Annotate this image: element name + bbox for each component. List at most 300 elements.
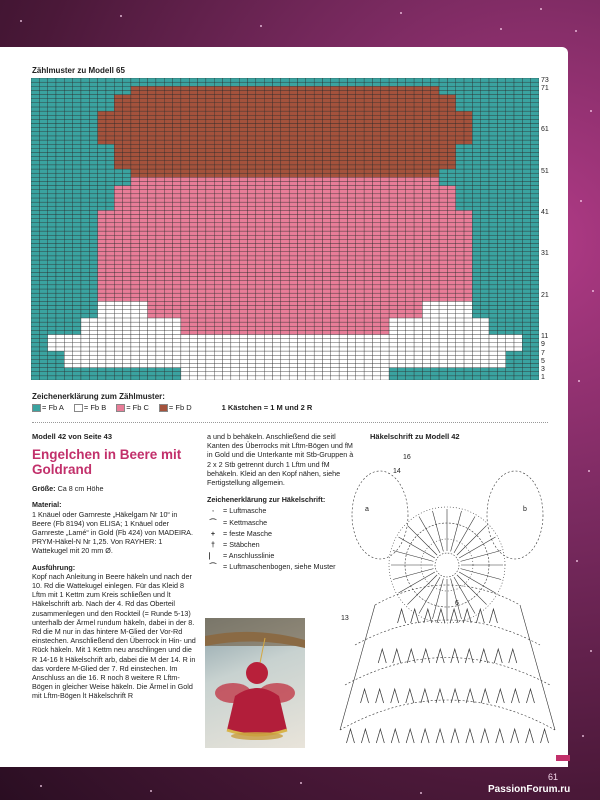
chart-cell	[506, 136, 514, 140]
chart-cell	[64, 272, 72, 276]
chart-cell	[381, 82, 389, 86]
chart-cell	[331, 186, 339, 190]
chart-cell	[281, 198, 289, 202]
chart-cell	[39, 198, 47, 202]
chart-cell	[314, 376, 322, 380]
chart-cell	[31, 148, 39, 152]
chart-cell	[531, 248, 539, 252]
chart-cell	[306, 314, 314, 318]
chart-cell	[256, 243, 264, 247]
chart-cell	[406, 144, 414, 148]
chart-cell	[198, 194, 206, 198]
chart-cell	[347, 376, 355, 380]
chart-cell	[31, 169, 39, 173]
chart-cell	[231, 99, 239, 103]
chart-cell	[131, 243, 139, 247]
chart-cell	[181, 165, 189, 169]
chart-cell	[173, 140, 181, 144]
chart-cell	[48, 111, 56, 115]
chart-cell	[306, 140, 314, 144]
chart-cell	[48, 136, 56, 140]
chart-cell	[289, 194, 297, 198]
chart-cell	[181, 351, 189, 355]
chart-cell	[381, 351, 389, 355]
chart-cell	[389, 289, 397, 293]
chart-cell	[314, 368, 322, 372]
chart-cell	[114, 90, 122, 94]
chart-cell	[464, 372, 472, 376]
chart-cell	[372, 372, 380, 376]
chart-cell	[56, 161, 64, 165]
chart-cell	[231, 95, 239, 99]
stitch-group	[437, 609, 445, 623]
chart-cell	[297, 198, 305, 202]
chart-cell	[64, 306, 72, 310]
chart-section-title: Zählmuster zu Modell 65	[32, 66, 125, 75]
chart-cell	[56, 186, 64, 190]
chart-cell	[248, 252, 256, 256]
chart-cell	[106, 334, 114, 338]
chart-cell	[39, 136, 47, 140]
chart-cell	[214, 314, 222, 318]
chart-cell	[139, 169, 147, 173]
chart-cell	[64, 293, 72, 297]
chart-cell	[198, 190, 206, 194]
chart-cell	[131, 206, 139, 210]
chart-cell	[131, 376, 139, 380]
chart-cell	[372, 107, 380, 111]
chart-cell	[189, 355, 197, 359]
chart-cell	[339, 272, 347, 276]
chart-cell	[73, 289, 81, 293]
chart-cell	[431, 372, 439, 376]
chart-cell	[489, 297, 497, 301]
chart-cell	[439, 206, 447, 210]
chart-cell	[289, 198, 297, 202]
chart-cell	[506, 115, 514, 119]
chart-cell	[39, 231, 47, 235]
chart-cell	[248, 194, 256, 198]
chart-cell	[356, 198, 364, 202]
chart-cell	[406, 136, 414, 140]
chart-cell	[273, 239, 281, 243]
chart-cell	[531, 157, 539, 161]
chart-cell	[181, 181, 189, 185]
chart-cell	[131, 235, 139, 239]
star	[575, 30, 577, 32]
chart-cell	[406, 285, 414, 289]
chart-cell	[414, 202, 422, 206]
chart-cell	[481, 334, 489, 338]
chart-cell	[497, 136, 505, 140]
chart-cell	[414, 277, 422, 281]
chart-cell	[231, 243, 239, 247]
chart-cell	[364, 264, 372, 268]
chart-cell	[464, 227, 472, 231]
chart-cell	[81, 293, 89, 297]
chart-cell	[389, 148, 397, 152]
chart-cell	[214, 152, 222, 156]
chart-cell	[114, 148, 122, 152]
article-column-left	[32, 432, 197, 701]
chart-cell	[89, 318, 97, 322]
chart-cell	[248, 359, 256, 363]
chart-cell	[497, 277, 505, 281]
chart-cell	[164, 301, 172, 305]
chart-cell	[181, 186, 189, 190]
chart-cell	[372, 277, 380, 281]
chart-cell	[106, 82, 114, 86]
chart-cell	[173, 194, 181, 198]
stitch-group	[465, 649, 473, 663]
chart-cell	[181, 239, 189, 243]
chart-cell	[497, 152, 505, 156]
chart-cell	[514, 310, 522, 314]
chart-cell	[397, 124, 405, 128]
chart-cell	[364, 363, 372, 367]
chart-cell	[406, 190, 414, 194]
chart-cell	[397, 202, 405, 206]
chart-cell	[139, 268, 147, 272]
chart-cell	[414, 293, 422, 297]
chart-cell	[189, 268, 197, 272]
chart-cell	[422, 330, 430, 334]
chart-cell	[139, 227, 147, 231]
chart-cell	[156, 293, 164, 297]
chart-cell	[106, 264, 114, 268]
chart-cell	[422, 119, 430, 123]
chart-cell	[397, 198, 405, 202]
chart-cell	[173, 314, 181, 318]
chart-cell	[447, 322, 455, 326]
chart-cell	[256, 322, 264, 326]
chart-cell	[331, 297, 339, 301]
chart-cell	[489, 264, 497, 268]
chart-cell	[331, 111, 339, 115]
chart-cell	[181, 260, 189, 264]
chart-cell	[239, 99, 247, 103]
chart-cell	[156, 355, 164, 359]
chart-cell	[98, 285, 106, 289]
chart-cell	[248, 177, 256, 181]
chart-cell	[189, 177, 197, 181]
chart-cell	[356, 206, 364, 210]
chart-cell	[531, 169, 539, 173]
chart-cell	[456, 248, 464, 252]
chart-cell	[439, 355, 447, 359]
chart-cell	[123, 277, 131, 281]
chart-cell	[314, 235, 322, 239]
chart-cell	[31, 322, 39, 326]
chart-cell	[447, 132, 455, 136]
chart-cell	[39, 318, 47, 322]
chart-cell	[422, 334, 430, 338]
chart-cell	[89, 181, 97, 185]
chart-cell	[422, 169, 430, 173]
chart-cell	[81, 326, 89, 330]
chart-cell	[364, 351, 372, 355]
chart-cell	[514, 169, 522, 173]
chart-cell	[164, 264, 172, 268]
chart-cell	[256, 372, 264, 376]
chart-cell	[497, 243, 505, 247]
chart-cell	[181, 157, 189, 161]
chart-cell	[273, 177, 281, 181]
counting-chart	[31, 78, 539, 380]
chart-cell	[414, 359, 422, 363]
chart-cell	[264, 289, 272, 293]
chart-cell	[273, 186, 281, 190]
chart-cell	[289, 372, 297, 376]
chart-cell	[198, 277, 206, 281]
chart-cell	[256, 190, 264, 194]
chart-cell	[81, 181, 89, 185]
chart-cell	[256, 277, 264, 281]
chart-cell	[472, 152, 480, 156]
chart-cell	[156, 206, 164, 210]
chart-cell	[173, 186, 181, 190]
chart-cell	[239, 161, 247, 165]
chart-cell	[239, 202, 247, 206]
chart-cell	[481, 260, 489, 264]
chart-cell	[89, 248, 97, 252]
chart-cell	[397, 219, 405, 223]
chart-cell	[73, 119, 81, 123]
chart-cell	[248, 210, 256, 214]
chart-cell	[56, 124, 64, 128]
chart-cell	[322, 181, 330, 185]
chart-cell	[64, 235, 72, 239]
chart-cell	[181, 318, 189, 322]
chart-cell	[148, 111, 156, 115]
chart-cell	[31, 173, 39, 177]
chart-cell	[264, 198, 272, 202]
chart-cell	[39, 169, 47, 173]
chart-cell	[64, 152, 72, 156]
chart-cell	[98, 148, 106, 152]
chart-cell	[189, 152, 197, 156]
chart-cell	[164, 359, 172, 363]
chart-cell	[198, 272, 206, 276]
chart-cell	[297, 322, 305, 326]
chart-cell	[131, 194, 139, 198]
chart-cell	[297, 111, 305, 115]
chart-cell	[273, 198, 281, 202]
chart-cell	[331, 169, 339, 173]
chart-cell	[39, 297, 47, 301]
chart-cell	[181, 326, 189, 330]
chart-cell	[173, 359, 181, 363]
chart-cell	[414, 264, 422, 268]
chart-cell	[531, 82, 539, 86]
chart-cell	[73, 297, 81, 301]
chart-cell	[531, 173, 539, 177]
chart-cell	[198, 157, 206, 161]
chart-cell	[464, 119, 472, 123]
chart-cell	[389, 169, 397, 173]
size-label: Größe:	[32, 484, 56, 494]
chart-cell	[356, 144, 364, 148]
chart-cell	[223, 347, 231, 351]
chart-cell	[73, 132, 81, 136]
chart-cell	[214, 223, 222, 227]
chart-cell	[48, 264, 56, 268]
chart-cell	[422, 264, 430, 268]
chart-cell	[64, 231, 72, 235]
chart-cell	[64, 277, 72, 281]
chart-cell	[73, 124, 81, 128]
chart-cell	[281, 144, 289, 148]
chart-cell	[39, 372, 47, 376]
chart-cell	[389, 115, 397, 119]
chart-cell	[114, 161, 122, 165]
chart-cell	[123, 177, 131, 181]
chart-cell	[472, 363, 480, 367]
chart-cell	[364, 277, 372, 281]
chart-cell	[206, 301, 214, 305]
chart-cell	[422, 78, 430, 82]
chart-cell	[273, 351, 281, 355]
chart-cell	[397, 293, 405, 297]
chart-cell	[64, 363, 72, 367]
chart-cell	[248, 314, 256, 318]
chart-cell	[464, 355, 472, 359]
chart-cell	[214, 144, 222, 148]
chart-cell	[123, 330, 131, 334]
chart-cell	[48, 239, 56, 243]
chart-cell	[472, 219, 480, 223]
chart-cell	[239, 206, 247, 210]
chart-cell	[531, 322, 539, 326]
chart-cell	[148, 210, 156, 214]
chart-cell	[156, 190, 164, 194]
chart-cell	[256, 90, 264, 94]
chart-cell	[223, 376, 231, 380]
chart-cell	[98, 277, 106, 281]
chart-cell	[56, 268, 64, 272]
chart-cell	[439, 215, 447, 219]
chart-cell	[347, 227, 355, 231]
chart-cell	[231, 165, 239, 169]
chart-cell	[264, 103, 272, 107]
chart-cell	[73, 136, 81, 140]
chart-cell	[289, 326, 297, 330]
chart-cell	[73, 157, 81, 161]
chart-cell	[214, 90, 222, 94]
chart-cell	[264, 277, 272, 281]
chart-cell	[497, 86, 505, 90]
chart-cell	[381, 355, 389, 359]
chart-cell	[514, 372, 522, 376]
chart-cell	[414, 173, 422, 177]
chart-cell	[223, 115, 231, 119]
chart-cell	[189, 281, 197, 285]
chart-cell	[506, 144, 514, 148]
chart-cell	[406, 310, 414, 314]
stitch-group	[391, 689, 399, 703]
chart-cell	[173, 334, 181, 338]
chart-cell	[489, 202, 497, 206]
chart-cell	[98, 86, 106, 90]
chart-cell	[164, 177, 172, 181]
chart-cell	[181, 148, 189, 152]
chart-cell	[389, 124, 397, 128]
chart-cell	[331, 132, 339, 136]
chart-cell	[123, 334, 131, 338]
chart-cell	[297, 355, 305, 359]
chart-cell	[31, 339, 39, 343]
chart-cell	[64, 322, 72, 326]
chart-cell	[106, 248, 114, 252]
chart-cell	[214, 198, 222, 202]
chart-cell	[164, 363, 172, 367]
chart-cell	[306, 169, 314, 173]
chart-cell	[214, 206, 222, 210]
chart-cell	[347, 326, 355, 330]
chart-cell	[239, 347, 247, 351]
chart-cell	[331, 314, 339, 318]
chart-cell	[206, 206, 214, 210]
chart-cell	[531, 128, 539, 132]
chart-cell	[431, 124, 439, 128]
chart-cell	[306, 310, 314, 314]
chart-cell	[156, 359, 164, 363]
chart-cell	[439, 293, 447, 297]
chart-cell	[281, 169, 289, 173]
chart-cell	[356, 256, 364, 260]
chart-cell	[389, 215, 397, 219]
chart-cell	[364, 318, 372, 322]
chart-cell	[198, 111, 206, 115]
chart-cell	[48, 215, 56, 219]
chart-cell	[481, 132, 489, 136]
chart-cell	[472, 115, 480, 119]
chart-cell	[81, 376, 89, 380]
chart-cell	[431, 301, 439, 305]
chart-cell	[281, 301, 289, 305]
chart-cell	[106, 343, 114, 347]
chart-cell	[131, 368, 139, 372]
chart-cell	[123, 252, 131, 256]
chart-cell	[239, 297, 247, 301]
chart-cell	[322, 177, 330, 181]
chart-cell	[322, 165, 330, 169]
chart-cell	[414, 252, 422, 256]
chart-cell	[506, 301, 514, 305]
chart-cell	[331, 198, 339, 202]
chart-cell	[431, 173, 439, 177]
chart-cell	[522, 115, 530, 119]
chart-cell	[114, 215, 122, 219]
chart-cell	[439, 368, 447, 372]
chart-cell	[131, 111, 139, 115]
chart-cell	[514, 256, 522, 260]
stitch-group	[406, 689, 414, 703]
chart-cell	[522, 334, 530, 338]
chart-cell	[322, 339, 330, 343]
chart-cell	[256, 268, 264, 272]
chart-cell	[173, 363, 181, 367]
angel-ornament-image	[205, 618, 305, 748]
chart-cell	[48, 289, 56, 293]
chart-cell	[189, 223, 197, 227]
chart-cell	[314, 111, 322, 115]
chart-cell	[522, 330, 530, 334]
chart-cell	[98, 206, 106, 210]
chart-cell	[414, 148, 422, 152]
chart-cell	[89, 235, 97, 239]
chart-cell	[223, 231, 231, 235]
